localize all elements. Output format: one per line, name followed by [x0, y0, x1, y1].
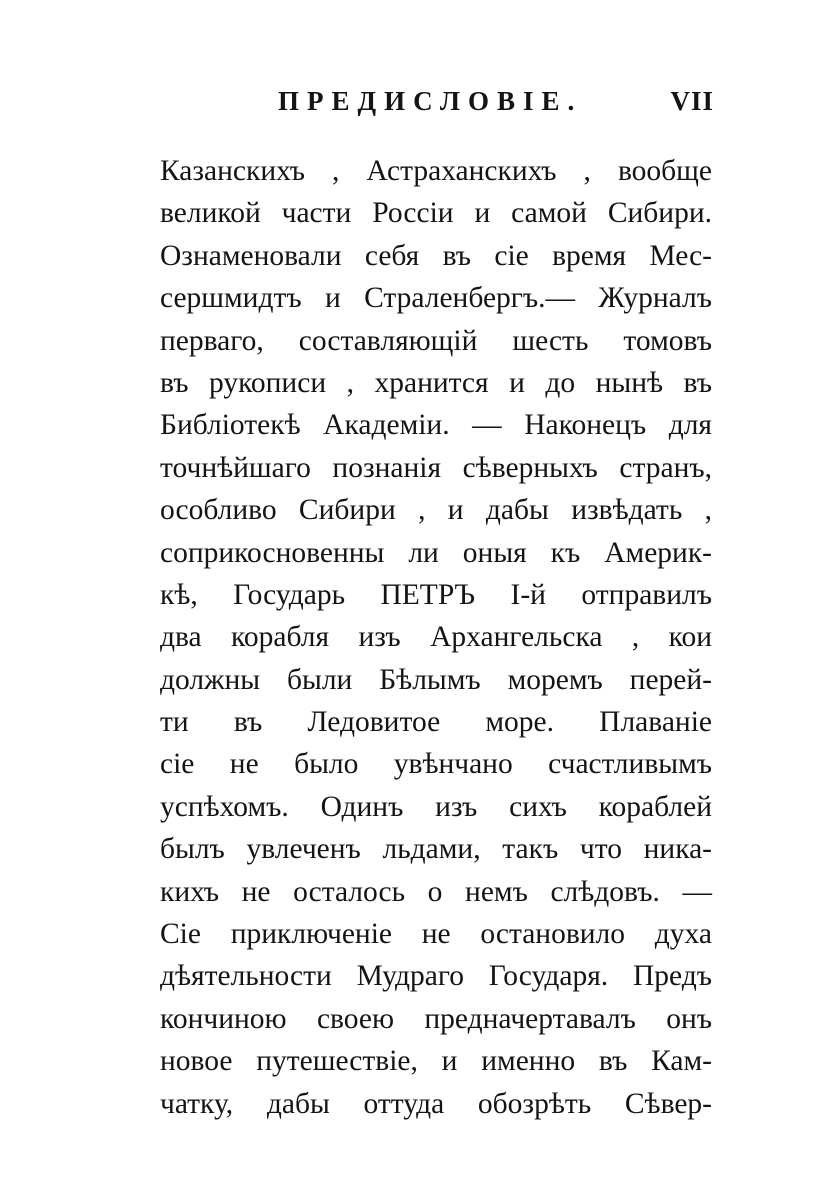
- text-line: Казанскихъ , Астраханскихъ , вообще: [160, 155, 712, 187]
- text-line: должны были Бѣлымъ моремъ перей-: [160, 663, 712, 696]
- running-head: [160, 86, 714, 126]
- text-line: новое путешествіе, и именно въ Кам-: [160, 1045, 712, 1078]
- text-line: перваго, составляющій шесть томовъ: [160, 324, 712, 357]
- text-line: сіе не было увѣнчано счастливымъ: [160, 748, 712, 781]
- text-line: сершмидтъ и Страленбергъ.— Журналъ: [160, 282, 712, 315]
- body-text: [160, 150, 712, 1125]
- text-line: точнѣйшаго познанія сѣверныхъ странъ,: [160, 451, 712, 484]
- page-number: VII: [670, 86, 714, 116]
- text-line: два корабля изъ Архангельска , кои: [160, 621, 712, 654]
- text-line: Сіе приключеніе не остановило духа: [160, 918, 712, 951]
- text-line: Библіотекѣ Академіи. — Наконецъ для: [160, 409, 712, 442]
- text-line: ти въ Ледовитое море. Плаваніе: [160, 706, 712, 739]
- text-line: въ рукописи , хранится и до нынѣ въ: [160, 366, 712, 399]
- text-line: успѣхомъ. Одинъ изъ сихъ кораблей: [160, 790, 712, 823]
- text-line: великой части Россіи и самой Сибири.: [160, 197, 712, 230]
- text-line: кихъ не осталось о немъ слѣдовъ. —: [160, 875, 712, 908]
- text-line: дѣятельности Мудраго Государя. Предъ: [160, 960, 712, 993]
- running-title: ПРЕДИСЛОВІЕ.: [278, 86, 583, 116]
- text-line: былъ увлеченъ льдами, такъ что ника-: [160, 833, 712, 866]
- text-line: чатку, дабы оттуда обозрѣть Сѣвер-: [160, 1087, 712, 1120]
- text-line: кѣ, Государь ПЕТРЪ I-й отправилъ: [160, 578, 712, 611]
- text-line: Ознаменовали себя въ сіе время Мес-: [160, 239, 712, 272]
- text-line: особливо Сибири , и дабы извѣдать ,: [160, 494, 712, 527]
- text-line: соприкосновенны ли оныя къ Америк-: [160, 536, 712, 569]
- text-line: кончиною своею предначертавалъ онъ: [160, 1002, 712, 1035]
